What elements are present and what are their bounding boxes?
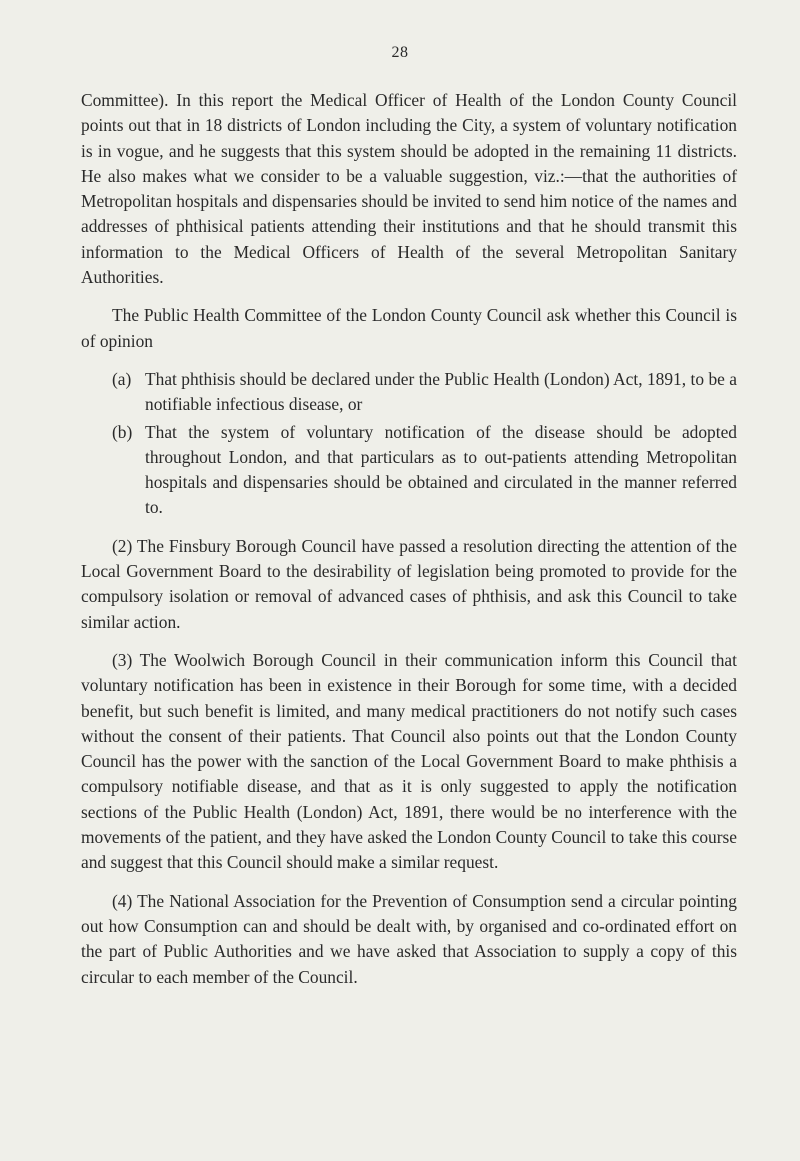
paragraph-public-health-question: The Public Health Committee of the London County Council ask whether this Council is of opinion bbox=[81, 305, 737, 351]
list-item-b bbox=[81, 420, 737, 521]
page-number: 28 bbox=[391, 44, 409, 61]
list-item-a-text: That phthisis should be declared under the Public Health (London) Act, 1891, to be a notifiable infectious disease, or bbox=[145, 368, 737, 415]
list-item-a bbox=[81, 367, 737, 418]
list-item-a-label: (a) bbox=[112, 368, 132, 389]
paragraph-finsbury: (2) The Finsbury Borough Council have passed a resolution directing the attention of the Local Government Board to the desirability of legislation being promoted to provide for the compulsory isolation or removal of advanced cases of phthisis, and ask this Council to take similar action. bbox=[81, 535, 737, 632]
paragraph-woolwich: (3) The Woolwich Borough Council in their communication inform this Council that voluntary notification has been in existence in their Borough for some time, with a decided benefit, but such benefit is limited, and many medical practitioners do not notify such cases without the consent of their patients. That Council also points out that the London County Council has the power with the sanction of the Local Government Board to make phthisis a compulsory notifiable disease, and that as it is only suggested to apply the notification sections of the Public Health (London) Act, 1891, there would be no interference with the movements of the patient, and they have asked the London County Council to take this course and suggest that this Council should make a similar request. bbox=[81, 649, 737, 873]
list-item-b-text: That the system of voluntary notification of the disease should be adopted throughout London, and that particulars as to out-patients attending Metropolitan hospitals and dispensaries should be obtained and circulated in the manner referred to. bbox=[145, 421, 737, 518]
paragraph-committee-report: Committee). In this report the Medical Officer of Health of the London County Council points out that in 18 districts of London including the City, a system of voluntary notification is in vogue, and he suggests that this system should be adopted in the remaining 11 districts. He also makes what we consider to be a valuable suggestion, viz.:—that the authorities of Metropolitan hospitals and dispensaries should be invited to send him notice of the names and addresses of phthisical patients attending their institutions and that he should transmit this information to the Medical Officers of Health of the several Metropolitan Sanitary Authorities. bbox=[81, 90, 737, 288]
body-text bbox=[81, 88, 737, 990]
paragraph-national-association: (4) The National Association for the Prevention of Consumption send a circular pointing out how Consumption can and should be dealt with, by organised and co-ordinated effort on the part of Public Authorities and we have asked that Association to supply a copy of this circular to each member of the Council. bbox=[81, 890, 737, 987]
list-item-b-label: (b) bbox=[112, 421, 133, 442]
